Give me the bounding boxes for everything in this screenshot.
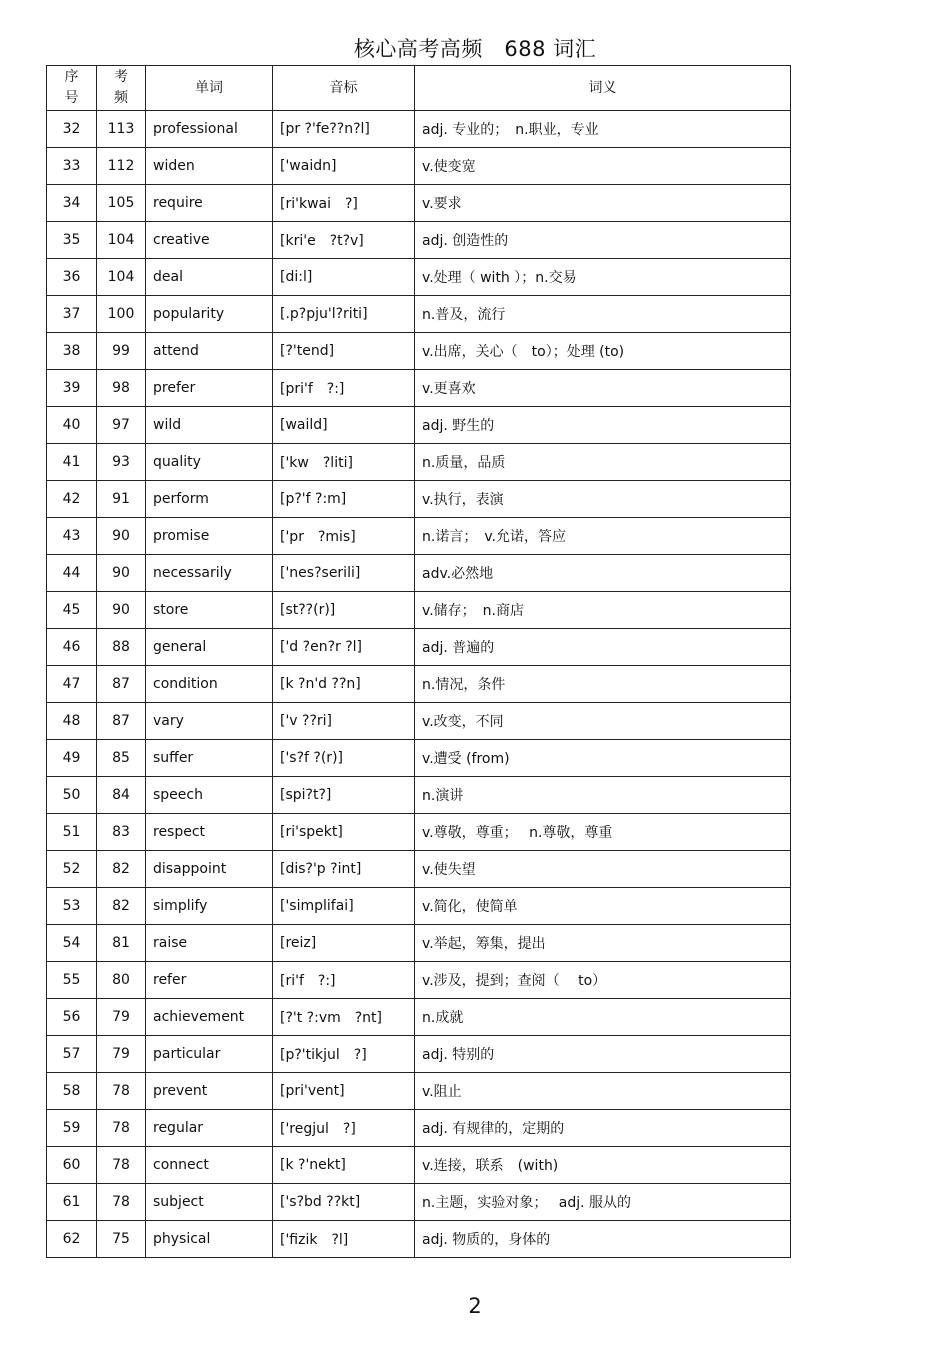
cell-word: popularity xyxy=(146,296,273,333)
page-title: 核心高考高频 688 词汇 xyxy=(353,37,597,61)
cell-frequency: 78 xyxy=(97,1184,146,1221)
cell-meaning: v.阻止 xyxy=(415,1073,791,1110)
cell-meaning: n.情况，条件 xyxy=(415,666,791,703)
cell-frequency: 105 xyxy=(97,185,146,222)
cell-meaning: v.出席，关心（ to）；处理 (to) xyxy=(415,333,791,370)
table-row xyxy=(47,296,791,333)
cell-word: general xyxy=(146,629,273,666)
cell-meaning: v.简化，使简单 xyxy=(415,888,791,925)
cell-number: 36 xyxy=(47,259,97,296)
cell-meaning: v.处理（ with ）；n.交易 xyxy=(415,259,791,296)
cell-word: necessarily xyxy=(146,555,273,592)
cell-number: 55 xyxy=(47,962,97,999)
cell-meaning: adv.必然地 xyxy=(415,555,791,592)
cell-word: condition xyxy=(146,666,273,703)
cell-frequency: 78 xyxy=(97,1110,146,1147)
cell-phonetic: [ri'spekt] xyxy=(273,814,415,851)
cell-word: simplify xyxy=(146,888,273,925)
cell-phonetic: [waild] xyxy=(273,407,415,444)
cell-number: 58 xyxy=(47,1073,97,1110)
table-row xyxy=(47,185,791,222)
cell-number: 54 xyxy=(47,925,97,962)
table-row xyxy=(47,851,791,888)
table-row xyxy=(47,1221,791,1258)
table-row xyxy=(47,111,791,148)
page-number: 2 xyxy=(468,1294,482,1318)
cell-word: physical xyxy=(146,1221,273,1258)
table-row xyxy=(47,1184,791,1221)
table-row xyxy=(47,333,791,370)
cell-number: 41 xyxy=(47,444,97,481)
cell-frequency: 78 xyxy=(97,1147,146,1184)
cell-phonetic: ['waidn] xyxy=(273,148,415,185)
cell-phonetic: ['d ?en?r ?l] xyxy=(273,629,415,666)
header-meaning: 词义 xyxy=(415,66,791,111)
cell-frequency: 99 xyxy=(97,333,146,370)
cell-phonetic: [di:l] xyxy=(273,259,415,296)
cell-frequency: 87 xyxy=(97,666,146,703)
header-word: 单词 xyxy=(146,66,273,111)
cell-meaning: adj. 物质的，身体的 xyxy=(415,1221,791,1258)
table-row xyxy=(47,629,791,666)
cell-frequency: 79 xyxy=(97,1036,146,1073)
cell-number: 56 xyxy=(47,999,97,1036)
table-row xyxy=(47,259,791,296)
cell-frequency: 79 xyxy=(97,999,146,1036)
cell-phonetic: ['pr ?mis] xyxy=(273,518,415,555)
cell-number: 49 xyxy=(47,740,97,777)
table-row xyxy=(47,814,791,851)
table-row xyxy=(47,1073,791,1110)
cell-number: 51 xyxy=(47,814,97,851)
cell-phonetic: ['kw ?liti] xyxy=(273,444,415,481)
cell-phonetic: [kri'e ?t?v] xyxy=(273,222,415,259)
cell-frequency: 83 xyxy=(97,814,146,851)
cell-word: regular xyxy=(146,1110,273,1147)
cell-word: speech xyxy=(146,777,273,814)
table-row xyxy=(47,1036,791,1073)
cell-phonetic: [ri'kwai ?] xyxy=(273,185,415,222)
table-row xyxy=(47,703,791,740)
cell-meaning: v.连接，联系 (with) xyxy=(415,1147,791,1184)
cell-meaning: n.演讲 xyxy=(415,777,791,814)
cell-number: 38 xyxy=(47,333,97,370)
table-row xyxy=(47,925,791,962)
cell-frequency: 85 xyxy=(97,740,146,777)
cell-meaning: v.涉及，提到；查阅（ to） xyxy=(415,962,791,999)
table-row xyxy=(47,444,791,481)
cell-word: particular xyxy=(146,1036,273,1073)
cell-number: 60 xyxy=(47,1147,97,1184)
cell-phonetic: [ri'f ?:] xyxy=(273,962,415,999)
cell-phonetic: [p?'tikjul ?] xyxy=(273,1036,415,1073)
cell-number: 62 xyxy=(47,1221,97,1258)
cell-meaning: v.执行，表演 xyxy=(415,481,791,518)
cell-number: 61 xyxy=(47,1184,97,1221)
cell-frequency: 82 xyxy=(97,851,146,888)
cell-meaning: adj. 普遍的 xyxy=(415,629,791,666)
cell-phonetic: ['simplifai] xyxy=(273,888,415,925)
cell-number: 37 xyxy=(47,296,97,333)
cell-frequency: 93 xyxy=(97,444,146,481)
cell-phonetic: ['fizik ?l] xyxy=(273,1221,415,1258)
table-row xyxy=(47,222,791,259)
cell-frequency: 98 xyxy=(97,370,146,407)
table-row xyxy=(47,370,791,407)
cell-number: 47 xyxy=(47,666,97,703)
cell-number: 34 xyxy=(47,185,97,222)
cell-frequency: 80 xyxy=(97,962,146,999)
cell-frequency: 104 xyxy=(97,259,146,296)
cell-phonetic: ['nes?serili] xyxy=(273,555,415,592)
cell-phonetic: [?'t ?:vm ?nt] xyxy=(273,999,415,1036)
table-row xyxy=(47,666,791,703)
cell-word: suffer xyxy=(146,740,273,777)
table-row xyxy=(47,518,791,555)
cell-word: respect xyxy=(146,814,273,851)
cell-phonetic: [pri'f ?:] xyxy=(273,370,415,407)
cell-number: 45 xyxy=(47,592,97,629)
header-number xyxy=(47,66,97,111)
cell-word: prevent xyxy=(146,1073,273,1110)
cell-meaning: v.使失望 xyxy=(415,851,791,888)
cell-phonetic: [spi?t?] xyxy=(273,777,415,814)
header-frequency xyxy=(97,66,146,111)
cell-meaning: n.质量，品质 xyxy=(415,444,791,481)
cell-word: connect xyxy=(146,1147,273,1184)
cell-frequency: 104 xyxy=(97,222,146,259)
cell-number: 33 xyxy=(47,148,97,185)
cell-number: 40 xyxy=(47,407,97,444)
table-row xyxy=(47,592,791,629)
cell-frequency: 78 xyxy=(97,1073,146,1110)
cell-number: 59 xyxy=(47,1110,97,1147)
cell-word: subject xyxy=(146,1184,273,1221)
cell-meaning: v.使变宽 xyxy=(415,148,791,185)
cell-phonetic: [pr ?'fe??n?l] xyxy=(273,111,415,148)
cell-meaning: n.诺言； v.允诺，答应 xyxy=(415,518,791,555)
table-row xyxy=(47,148,791,185)
cell-frequency: 84 xyxy=(97,777,146,814)
cell-word: achievement xyxy=(146,999,273,1036)
table-row xyxy=(47,555,791,592)
cell-phonetic: ['s?bd ??kt] xyxy=(273,1184,415,1221)
cell-number: 39 xyxy=(47,370,97,407)
cell-word: prefer xyxy=(146,370,273,407)
cell-word: vary xyxy=(146,703,273,740)
cell-word: professional xyxy=(146,111,273,148)
cell-meaning: adj. 野生的 xyxy=(415,407,791,444)
table-row xyxy=(47,1147,791,1184)
cell-meaning: v.要求 xyxy=(415,185,791,222)
cell-phonetic: [k ?'nekt] xyxy=(273,1147,415,1184)
cell-frequency: 88 xyxy=(97,629,146,666)
cell-phonetic: [pri'vent] xyxy=(273,1073,415,1110)
cell-word: creative xyxy=(146,222,273,259)
cell-meaning: v.更喜欢 xyxy=(415,370,791,407)
cell-meaning: v.遭受 (from) xyxy=(415,740,791,777)
cell-phonetic: [?'tend] xyxy=(273,333,415,370)
table-row xyxy=(47,1110,791,1147)
cell-word: perform xyxy=(146,481,273,518)
table-row xyxy=(47,740,791,777)
table-row xyxy=(47,407,791,444)
cell-number: 52 xyxy=(47,851,97,888)
cell-meaning: v.尊敬，尊重； n.尊敬，尊重 xyxy=(415,814,791,851)
cell-meaning: n.普及，流行 xyxy=(415,296,791,333)
cell-phonetic: [k ?n'd ??n] xyxy=(273,666,415,703)
cell-meaning: v.举起，筹集，提出 xyxy=(415,925,791,962)
cell-number: 50 xyxy=(47,777,97,814)
cell-frequency: 113 xyxy=(97,111,146,148)
cell-number: 57 xyxy=(47,1036,97,1073)
cell-number: 46 xyxy=(47,629,97,666)
cell-frequency: 81 xyxy=(97,925,146,962)
cell-meaning: adj. 专业的； n.职业，专业 xyxy=(415,111,791,148)
cell-number: 32 xyxy=(47,111,97,148)
cell-frequency: 90 xyxy=(97,518,146,555)
table-row xyxy=(47,481,791,518)
cell-word: promise xyxy=(146,518,273,555)
cell-word: deal xyxy=(146,259,273,296)
cell-frequency: 90 xyxy=(97,592,146,629)
cell-meaning: n.主题，实验对象； adj. 服从的 xyxy=(415,1184,791,1221)
cell-word: quality xyxy=(146,444,273,481)
cell-meaning: adj. 有规律的，定期的 xyxy=(415,1110,791,1147)
cell-phonetic: [p?'f ?:m] xyxy=(273,481,415,518)
table-row xyxy=(47,777,791,814)
cell-number: 53 xyxy=(47,888,97,925)
vocabulary-table xyxy=(46,65,791,1258)
cell-number: 35 xyxy=(47,222,97,259)
header-frequency-label: 考 频 xyxy=(114,69,128,106)
cell-word: raise xyxy=(146,925,273,962)
cell-number: 48 xyxy=(47,703,97,740)
cell-number: 42 xyxy=(47,481,97,518)
cell-word: attend xyxy=(146,333,273,370)
table-row xyxy=(47,962,791,999)
table-row xyxy=(47,888,791,925)
cell-meaning: n.成就 xyxy=(415,999,791,1036)
cell-frequency: 97 xyxy=(97,407,146,444)
cell-meaning: adj. 创造性的 xyxy=(415,222,791,259)
cell-frequency: 82 xyxy=(97,888,146,925)
header-number-label: 序 号 xyxy=(64,69,79,106)
cell-frequency: 75 xyxy=(97,1221,146,1258)
cell-phonetic: [reiz] xyxy=(273,925,415,962)
cell-word: refer xyxy=(146,962,273,999)
cell-phonetic: [st??(r)] xyxy=(273,592,415,629)
table-header-row xyxy=(47,66,791,111)
cell-phonetic: ['s?f ?(r)] xyxy=(273,740,415,777)
cell-word: disappoint xyxy=(146,851,273,888)
cell-word: store xyxy=(146,592,273,629)
cell-word: wild xyxy=(146,407,273,444)
table-row xyxy=(47,999,791,1036)
cell-meaning: v.改变，不同 xyxy=(415,703,791,740)
cell-frequency: 100 xyxy=(97,296,146,333)
cell-number: 43 xyxy=(47,518,97,555)
cell-frequency: 91 xyxy=(97,481,146,518)
cell-frequency: 87 xyxy=(97,703,146,740)
cell-phonetic: ['v ??ri] xyxy=(273,703,415,740)
cell-frequency: 90 xyxy=(97,555,146,592)
cell-word: widen xyxy=(146,148,273,185)
cell-number: 44 xyxy=(47,555,97,592)
header-phonetic: 音标 xyxy=(273,66,415,111)
cell-frequency: 112 xyxy=(97,148,146,185)
cell-word: require xyxy=(146,185,273,222)
cell-phonetic: [.p?pju'l?riti] xyxy=(273,296,415,333)
cell-phonetic: [dis?'p ?int] xyxy=(273,851,415,888)
cell-meaning: v.储存； n.商店 xyxy=(415,592,791,629)
cell-meaning: adj. 特别的 xyxy=(415,1036,791,1073)
cell-phonetic: ['regjul ?] xyxy=(273,1110,415,1147)
